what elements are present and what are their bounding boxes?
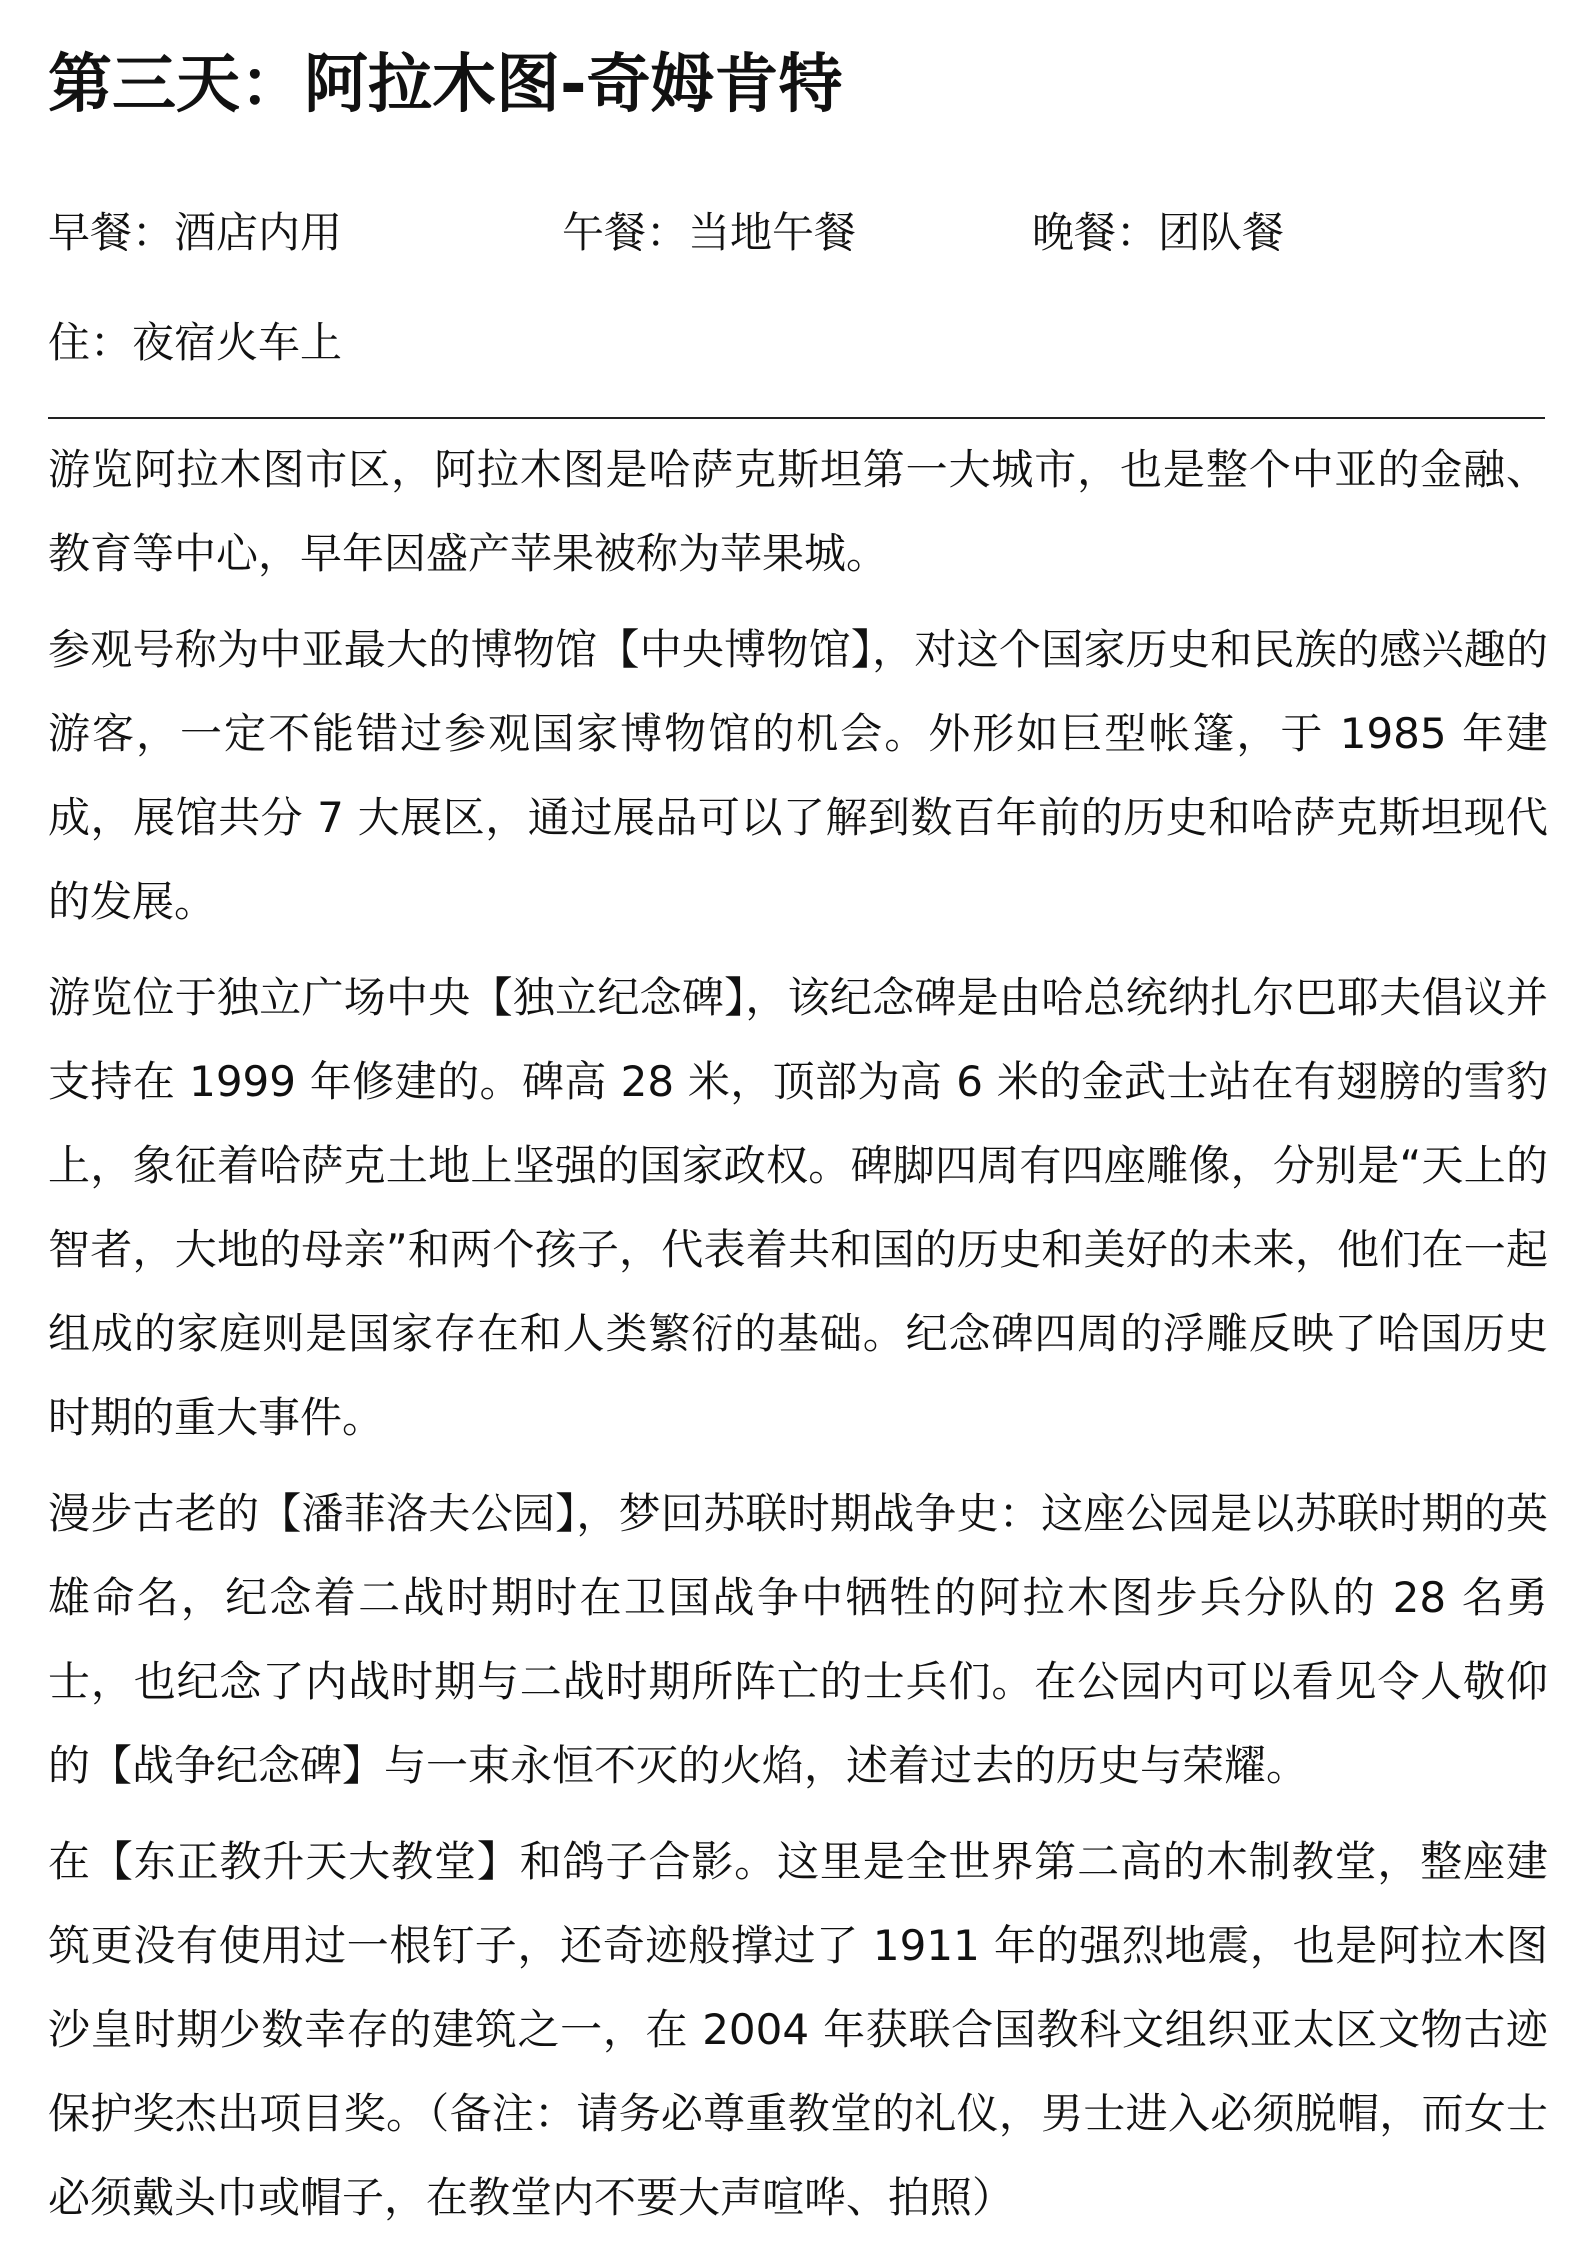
accommodation-info: 住：夜宿火车上 — [48, 318, 343, 367]
lunch-info: 午餐：当地午餐 — [562, 208, 857, 257]
breakfast-info: 早餐：酒店内用 — [48, 208, 343, 257]
page-title: 第三天：阿拉木图-奇姆肯特 — [48, 48, 843, 122]
section-divider — [48, 417, 1545, 419]
meals-row — [48, 198, 1548, 268]
paragraph-city-tour: 游览阿拉木图市区，阿拉木图是哈萨克斯坦第一大城市，也是整个中亚的金融、教育等中心，早年因盛产苹果被称为苹果城。 — [48, 445, 1548, 578]
itinerary-body — [48, 428, 1548, 2252]
paragraph-central-museum: 参观号称为中亚最大的博物馆【中央博物馆】，对这个国家历史和民族的感兴趣的游客，一定不能错过参观国家博物馆的机会。外形如巨型帐篷，于 1985 年建成，展馆共分 7 大展区，通过展品可以了解到数百年前的历史和哈萨克斯坦现代的发展。 — [48, 625, 1548, 926]
paragraph-ascension-cathedral: 在【东正教升天大教堂】和鸽子合影。这里是全世界第二高的木制教堂，整座建筑更没有使用过一根钉子，还奇迹般撑过了 1911 年的强烈地震，也是阿拉木图沙皇时期少数幸存的建筑之一，在 2004 年获联合国教科文组织亚太区文物古迹保护奖杰出项目奖。（备注：请务必尊重教堂的礼仪，男士进入必须脱帽，而女士必须戴头巾或帽子，在教堂内不要大声喧哗、拍照） — [48, 1837, 1548, 2222]
dinner-info: 晚餐：团队餐 — [1032, 208, 1285, 257]
paragraph-independence-monument: 游览位于独立广场中央【独立纪念碑】，该纪念碑是由哈总统纳扎尔巴耶夫倡议并支持在 1999 年修建的。碑高 28 米，顶部为高 6 米的金武士站在有翅膀的雪豹上，象征着哈萨克土地上坚强的国家政权。碑脚四周有四座雕像，分别是“天上的智者，大地的母亲”和两个孩子，代表着共和国的历史和美好的未来，他们在一起组成的家庭则是国家存在和人类繁衍的基础。纪念碑四周的浮雕反映了哈国历史时期的重大事件。 — [48, 973, 1548, 1442]
paragraph-panfilov-park: 漫步古老的【潘菲洛夫公园】，梦回苏联时期战争史：这座公园是以苏联时期的英雄命名，纪念着二战时期时在卫国战争中牺牲的阿拉木图步兵分队的 28 名勇士，也纪念了内战时期与二战时期所阵亡的士兵们。在公园内可以看见令人敬仰的【战争纪念碑】与一束永恒不灭的火焰，述着过去的历史与荣耀。 — [48, 1489, 1548, 1790]
